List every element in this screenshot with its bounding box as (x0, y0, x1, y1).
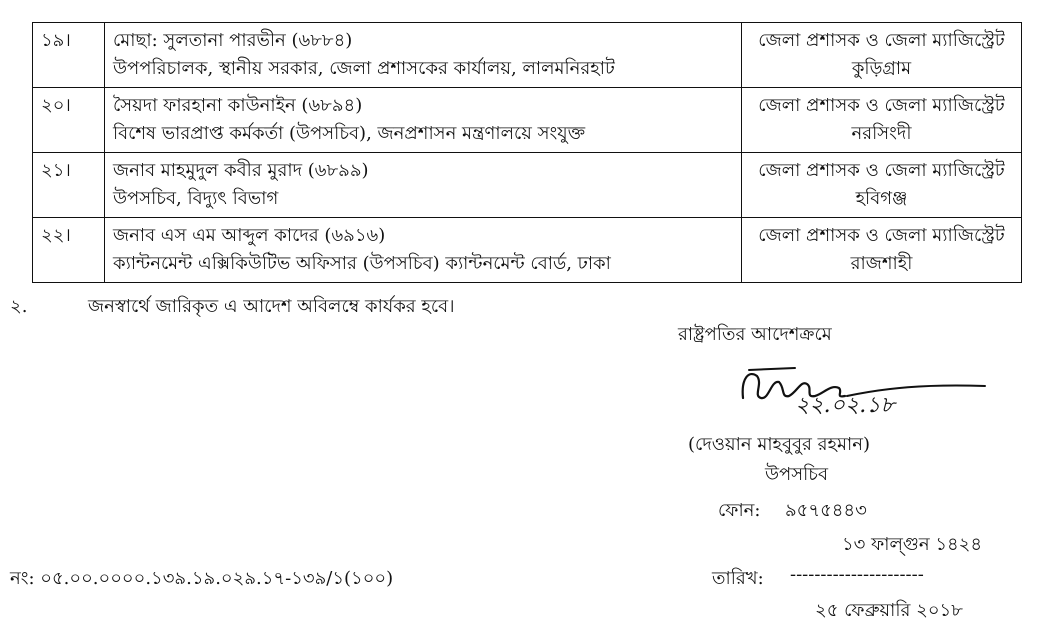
table-row (33, 88, 1022, 153)
date-label: তারিখ: (712, 568, 764, 589)
officer-posting-table (32, 22, 1022, 283)
date-dashes: ---------------------- (790, 564, 924, 585)
officer-detail-cell (105, 88, 742, 153)
district: হবিগঞ্জ (855, 188, 908, 209)
table-row (33, 218, 1022, 283)
officer-name: জনাব মাহমুদুল কবীর মুরাদ (৬৮৯৯) (113, 160, 369, 181)
district: নরসিংদী (851, 123, 912, 144)
date-gregorian: ২৫ ফেব্রুয়ারি ২০১৮ (815, 600, 963, 621)
new-post-cell (742, 23, 1022, 88)
officer-detail-cell (105, 23, 742, 88)
memo-number: নং: ০৫.০০.০০০০.১৩৯.১৯.০২৯.১৭-১৩৯/১(১০০) (10, 568, 394, 589)
new-post: জেলা প্রশাসক ও জেলা ম্যাজিস্ট্রেট (758, 225, 1005, 246)
officer-name: জনাব এস এম আব্দুল কাদের (৬৯১৬) (113, 225, 386, 246)
new-post: জেলা প্রশাসক ও জেলা ম্যাজিস্ট্রেট (758, 95, 1005, 116)
phone-number: ৯৫৭৫৪৪৩ (785, 500, 867, 521)
new-post: জেলা প্রশাসক ও জেলা ম্যাজিস্ট্রেট (758, 30, 1005, 51)
signatory-designation: উপসচিব (765, 464, 829, 485)
officer-name: মোছা: সুলতানা পারভীন (৬৮৮৪) (113, 30, 353, 51)
serial-cell: ২২। (33, 218, 105, 283)
new-post: জেলা প্রশাসক ও জেলা ম্যাজিস্ট্রেট (758, 160, 1005, 181)
serial-cell: ২১। (33, 153, 105, 218)
serial-cell: ১৯। (33, 23, 105, 88)
officer-detail-cell (105, 218, 742, 283)
district: কুড়িগ্রাম (851, 58, 912, 79)
officer-designation: ক্যান্টনমেন্ট এক্সিকিউটিভ অফিসার (উপসচিব) ক্যান্টনমেন্ট বোর্ড, ঢাকা (113, 253, 611, 274)
table-row (33, 153, 1022, 218)
signature-graphic (735, 358, 995, 420)
serial-cell: ২০। (33, 88, 105, 153)
officer-designation: উপসচিব, বিদ্যুৎ বিভাগ (113, 188, 279, 209)
district: রাজশাহী (850, 253, 913, 274)
clause-number: ২. (10, 296, 28, 317)
new-post-cell (742, 88, 1022, 153)
signatory-name: (দেওয়ান মাহবুবুর রহমান) (688, 434, 870, 455)
officer-designation: বিশেষ ভারপ্রাপ্ত কর্মকর্তা (উপসচিব), জনপ্রশাসন মন্ত্রণালয়ে সংযুক্ত (113, 123, 586, 144)
officer-name: সৈয়দা ফারহানা কাউনাইন (৬৮৯৪) (113, 95, 363, 116)
signature-date: ২২.০২.১৮ (795, 393, 895, 418)
new-post-cell (742, 153, 1022, 218)
new-post-cell (742, 218, 1022, 283)
clause-text: জনস্বার্থে জারিকৃত এ আদেশ অবিলম্বে কার্যকর হবে। (88, 296, 455, 317)
officer-detail-cell (105, 153, 742, 218)
officer-designation: উপপরিচালক, স্থানীয় সরকার, জেলা প্রশাসকের কার্যালয়, লালমনিরহাট (113, 58, 615, 79)
date-bangla: ১৩ ফাল্গুন ১৪২৪ (842, 534, 983, 555)
order-line: রাষ্ট্রপতির আদেশক্রমে (678, 324, 832, 345)
table-row (33, 23, 1022, 88)
phone-label: ফোন: (718, 500, 761, 521)
